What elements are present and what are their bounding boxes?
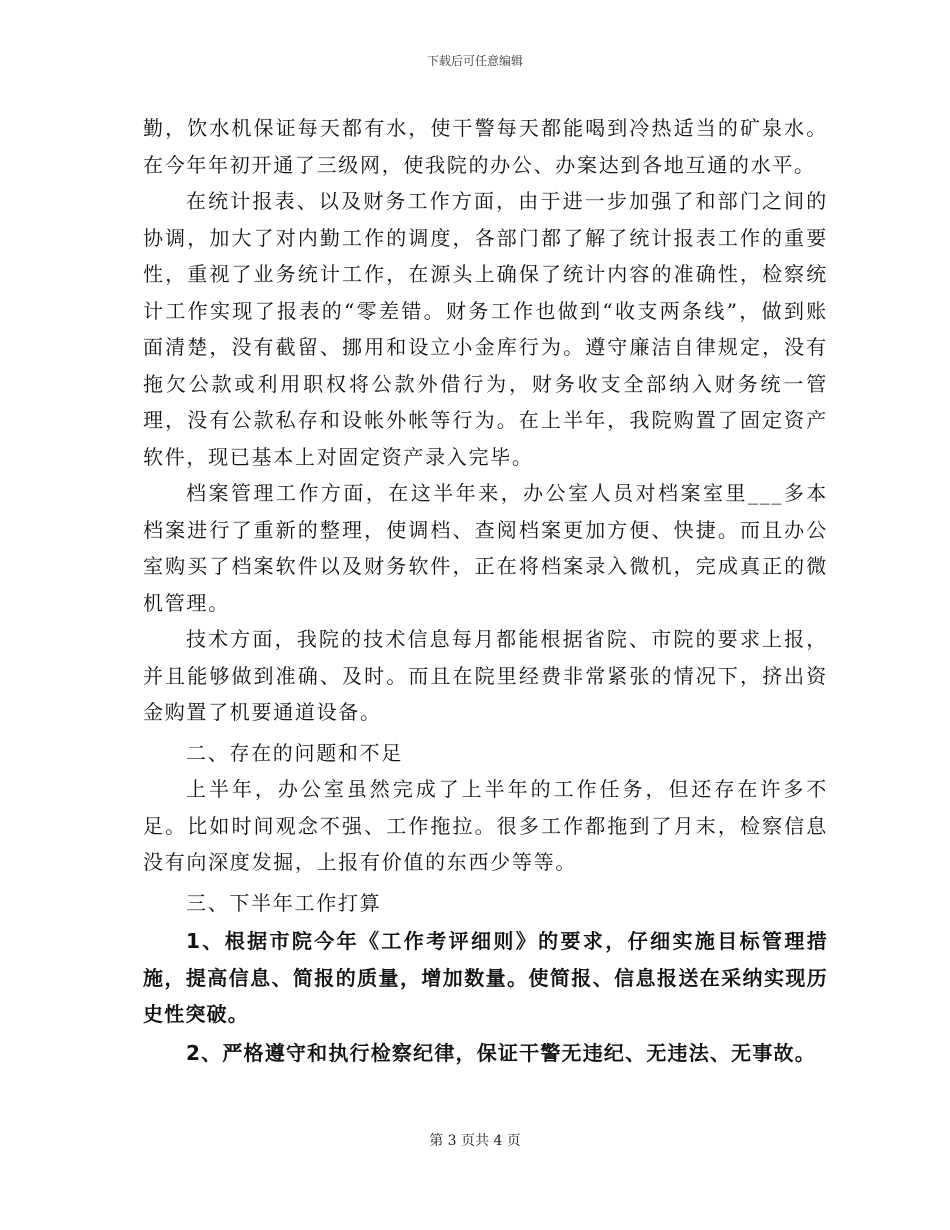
document-body (143, 110, 828, 1071)
header-note: 下载后可任意编辑 (426, 54, 523, 68)
page-number: 第 3 页共 4 页 (429, 1133, 521, 1149)
paragraph-problems: 上半年，办公室虽然完成了上半年的工作任务，但还存在许多不足。比如时间观念不强、工作拖拉。很多工作都拖到了月末，检察信息没有向深度发掘，上报有价值的东西少等等。 (143, 777, 828, 874)
paragraph-continuation: 勤，饮水机保证每天都有水，使干警每天都能喝到冷热适当的矿泉水。在今年年初开通了三级网，使我院的办公、办案达到各地互通的水平。 (143, 116, 828, 177)
paragraph-technology: 技术方面，我院的技术信息每月都能根据省院、市院的要求上报，并且能够做到准确、及时。而且在院里经费非常紧张的情况下，挤出资金购置了机要通道设备。 (143, 627, 828, 724)
paragraph-statistics-finance: 在统计报表、以及财务工作方面，由于进一步加强了和部门之间的协调，加大了对内勤工作的调度，各部门都了解了统计报表工作的重要性，重视了业务统计工作，在源头上确保了统计内容的准确性，检察统计工作实现了报表的“零差错。财务工作也做到“收支两条线”，做到账面清楚，没有截留、挪用和设立小金库行为。遵守廉洁自律规定，没有拖欠公款或利用职权将公款外借行为，财务收支全部纳入财务统一管理，没有公款私存和设帐外帐等行为。在上半年，我院购置了固定资产软件，现已基本上对固定资产录入完毕。 (143, 189, 828, 469)
section-heading-plans: 三、下半年工作打算 (186, 890, 382, 915)
plan-item-2: 2、严格遵守和执行检察纪律，保证干警无违纪、无违法、无事故。 (186, 1040, 816, 1065)
plan-item-1: 1、根据市院今年《工作考评细则》的要求，仔细实施目标管理措施，提高信息、简报的质量，增加数量。使简报、信息报送在采纳实现历史性突破。 (143, 929, 828, 1026)
paragraph-archives: 档案管理工作方面，在这半年来，办公室人员对档案室里___多本档案进行了重新的整理，使调档、查阅档案更加方便、快捷。而且办公室购买了档案软件以及财务软件，正在将档案录入微机，完成真正的微机管理。 (143, 481, 828, 615)
section-heading-problems: 二、存在的问题和不足 (186, 740, 403, 765)
